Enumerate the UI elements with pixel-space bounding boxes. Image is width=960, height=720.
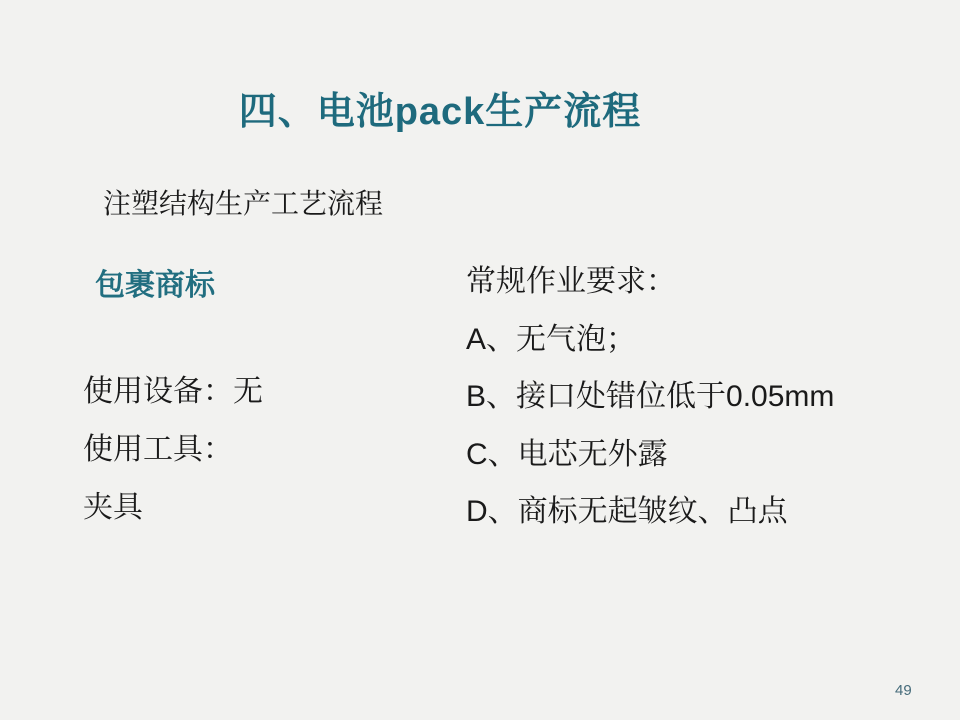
requirement-item-d: D、商标无起皱纹、凸点 — [466, 495, 788, 528]
fixture-line: 夹具 — [83, 491, 143, 524]
requirements-heading: 常规作业要求： — [466, 265, 676, 298]
section-label-process-step: 包裹商标 — [95, 269, 215, 302]
equipment-used-line: 使用设备：无 — [83, 375, 263, 408]
requirement-item-b: B、接口处错位低于0.05mm — [466, 380, 835, 413]
page-number: 49 — [895, 682, 912, 699]
requirement-item-a: A、无气泡； — [466, 323, 637, 356]
tools-used-line: 使用工具： — [83, 433, 233, 466]
requirement-item-c: C、电芯无外露 — [466, 438, 668, 471]
slide-title: 四、电池pack生产流程 — [238, 91, 642, 133]
slide-subtitle: 注塑结构生产工艺流程 — [103, 189, 384, 220]
